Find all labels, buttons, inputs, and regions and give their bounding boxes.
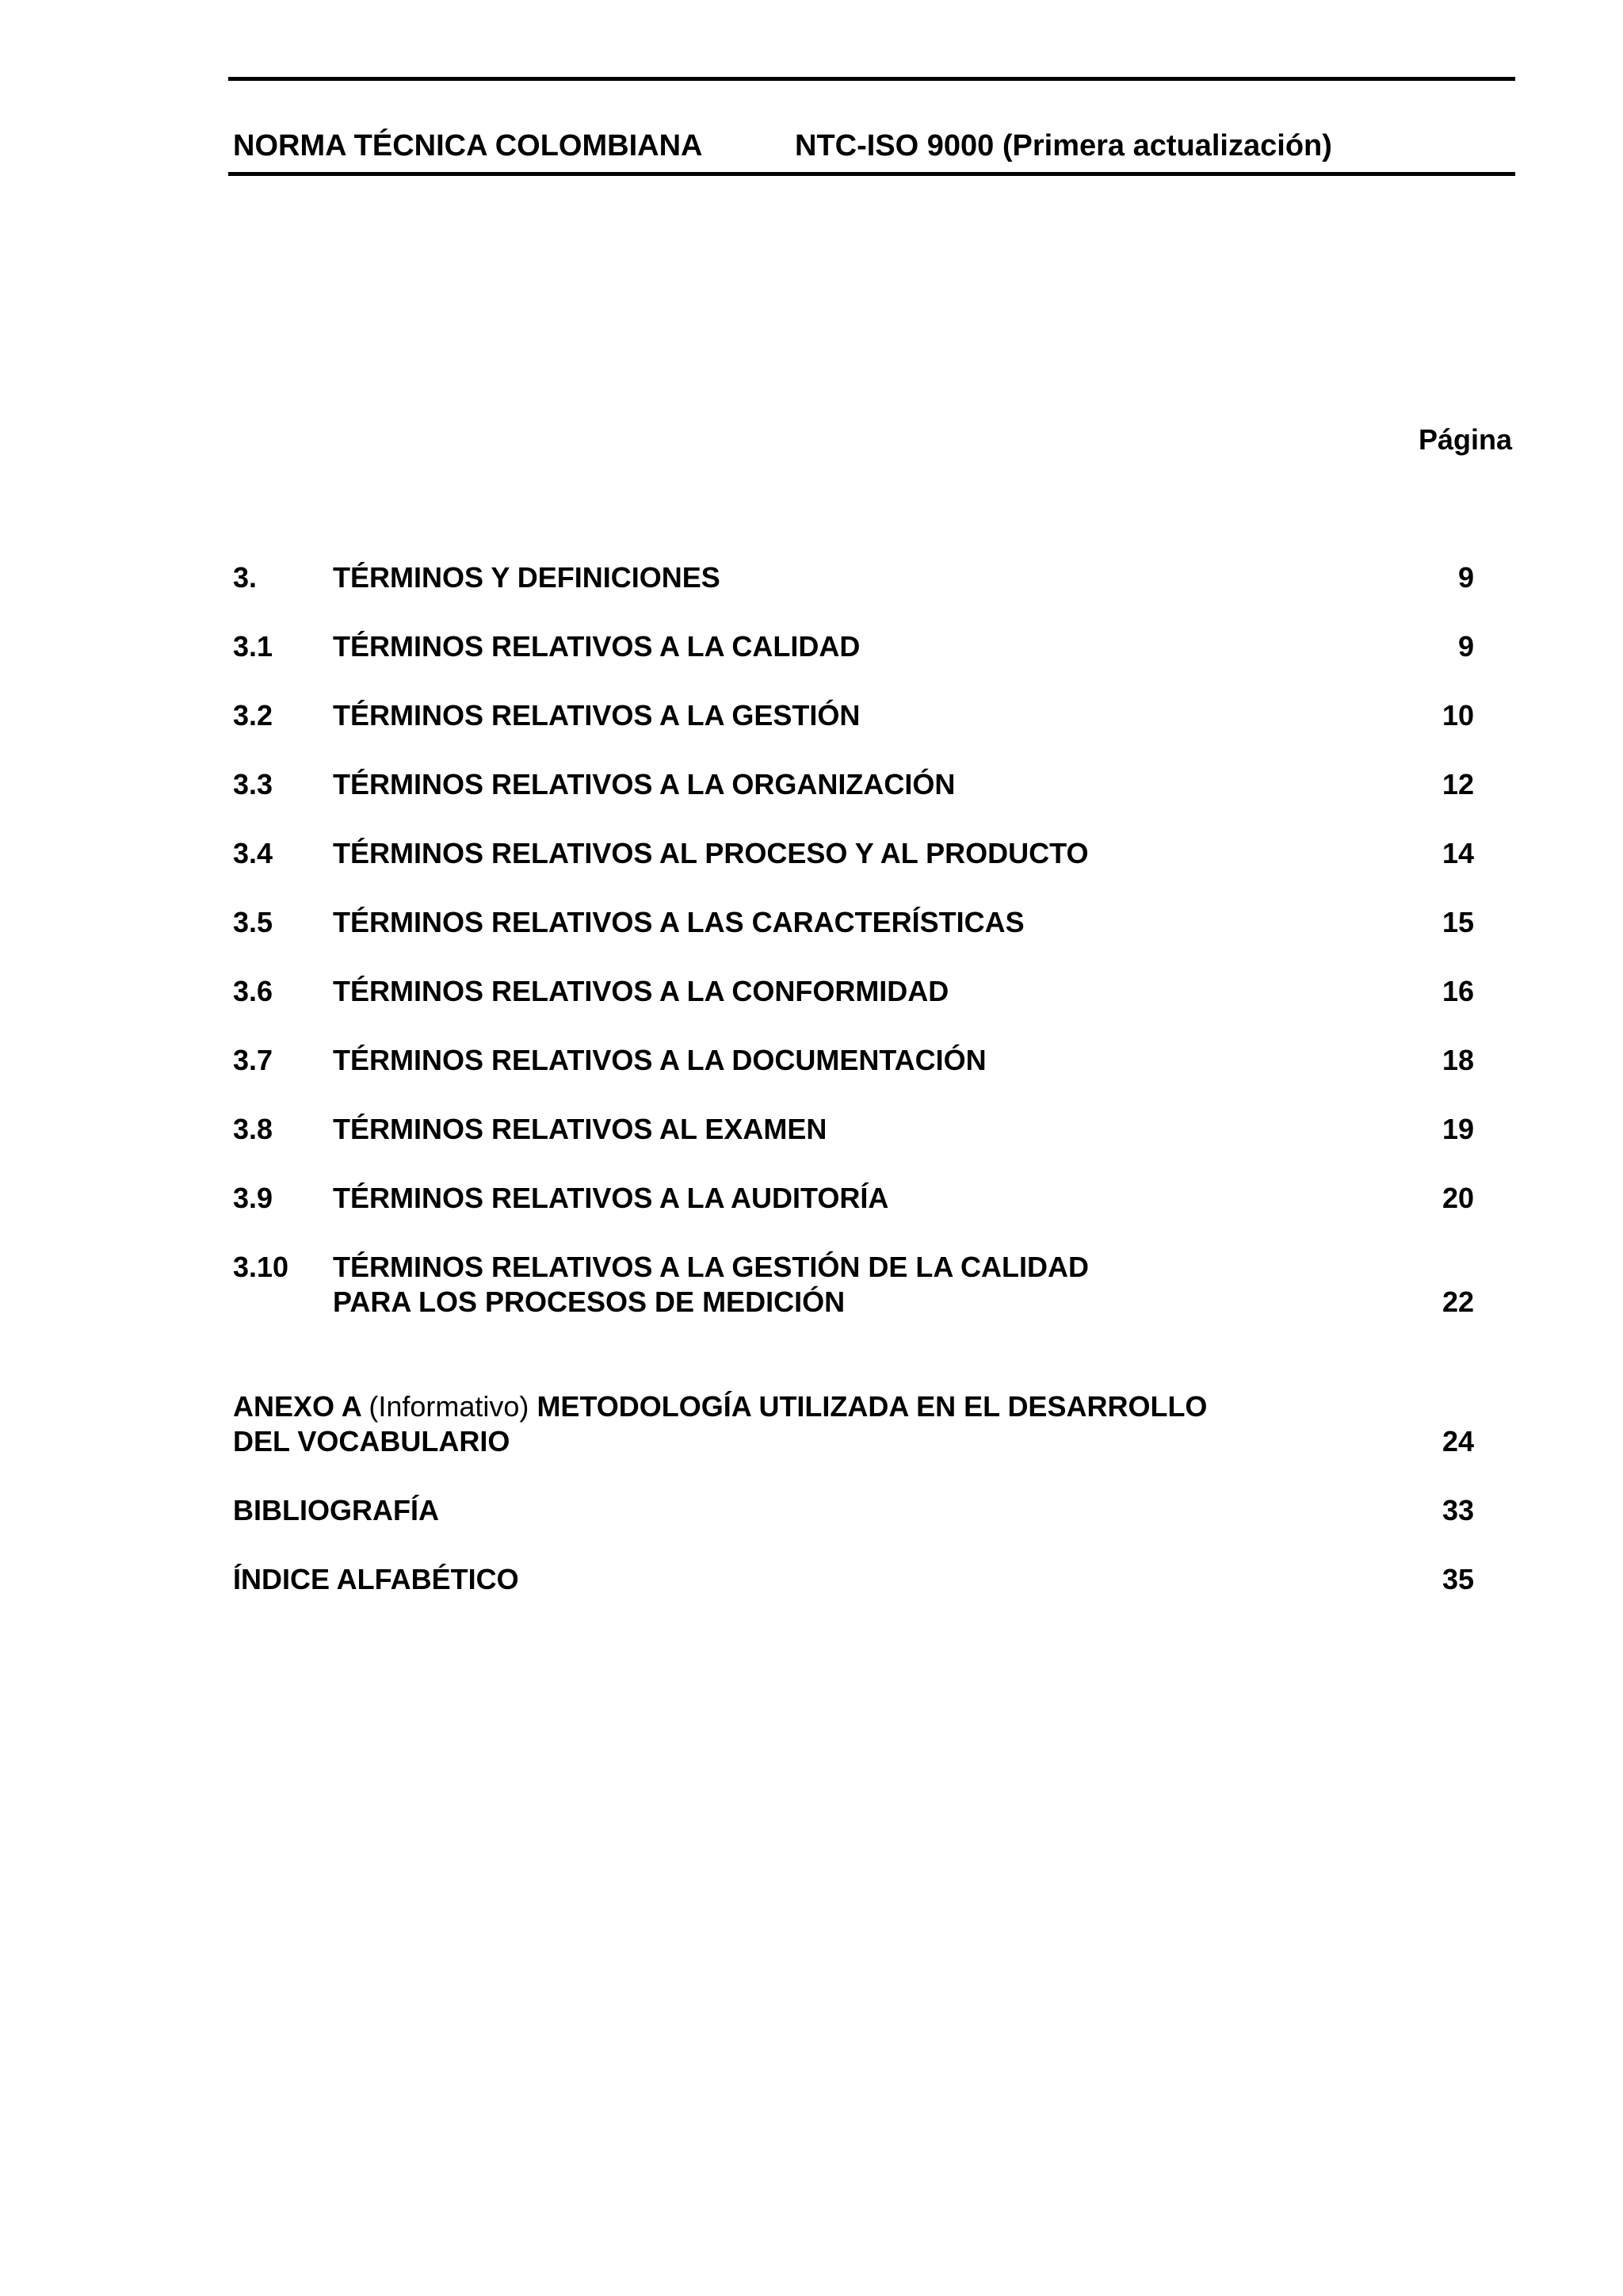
toc-entry[interactable] [233, 628, 1474, 665]
toc-entry[interactable] [233, 697, 1474, 734]
toc-entry-title: TÉRMINOS RELATIVOS A LAS CARACTERÍSTICAS [333, 906, 1025, 938]
header-bottom-rule [228, 172, 1515, 176]
annex-page: 24 [1442, 1425, 1474, 1457]
toc-entry-title: ÍNDICE ALFABÉTICO [233, 1563, 519, 1595]
header-top-rule [228, 77, 1515, 81]
toc-entry-title: TÉRMINOS RELATIVOS A LA GESTIÓN [333, 699, 861, 732]
toc-entry-number: 3.4 [233, 837, 273, 869]
toc-entry[interactable] [233, 1180, 1474, 1217]
annex-title: METODOLOGÍA UTILIZADA EN EL DESARROLLO [537, 1390, 1208, 1423]
toc-entry-title: TÉRMINOS RELATIVOS A LA GESTIÓN DE LA CALIDAD [333, 1251, 1089, 1283]
toc-entry-page: 16 [1442, 975, 1474, 1007]
toc-entry-title-continuation: PARA LOS PROCESOS DE MEDICIÓN [333, 1286, 846, 1318]
toc-entry-title: BIBLIOGRAFÍA [233, 1494, 439, 1526]
toc-entry-page: 33 [1442, 1494, 1474, 1526]
toc-entry[interactable] [233, 560, 1474, 596]
toc-entry-page: 35 [1442, 1563, 1474, 1595]
toc-entry-number: 3.6 [233, 975, 273, 1007]
toc-entry-title: TÉRMINOS RELATIVOS A LA AUDITORÍA [333, 1182, 889, 1214]
toc-entry[interactable] [233, 973, 1474, 1010]
toc-entry-page: 14 [1442, 837, 1474, 869]
toc-entry-title: TÉRMINOS RELATIVOS AL EXAMEN [333, 1113, 827, 1145]
toc-entry-page: 22 [1442, 1286, 1474, 1318]
toc-entry[interactable] [233, 1249, 1474, 1322]
annex-first-line [233, 1389, 1207, 1425]
toc-entry-title: TÉRMINOS RELATIVOS A LA CALIDAD [333, 630, 861, 663]
toc-entry-number: 3.2 [233, 699, 273, 732]
toc-entry-number: 3.7 [233, 1044, 273, 1076]
annex-title-continuation: DEL VOCABULARIO [233, 1425, 510, 1457]
toc-entry-page: 19 [1442, 1113, 1474, 1145]
toc-entry[interactable] [233, 1111, 1474, 1148]
annex-second-line [233, 1423, 1474, 1460]
toc-entry-page: 9 [1457, 630, 1474, 663]
toc-entry-title: TÉRMINOS RELATIVOS A LA ORGANIZACIÓN [333, 768, 956, 800]
header-standard-code: NTC-ISO 9000 (Primera actualización) [795, 129, 1332, 162]
toc-entry-page: 15 [1442, 906, 1474, 938]
toc-entry-page: 10 [1442, 699, 1474, 732]
toc-entry[interactable] [233, 835, 1474, 872]
toc-entry-number: 3. [233, 561, 258, 594]
toc-entry-title: TÉRMINOS RELATIVOS A LA CONFORMIDAD [333, 975, 949, 1007]
toc-entry-title: TÉRMINOS RELATIVOS AL PROCESO Y AL PRODUCTO [333, 837, 1089, 869]
toc-entry-page: 12 [1442, 768, 1474, 800]
page-column-label: Página [1418, 423, 1512, 456]
toc-entry-index[interactable] [233, 1561, 1474, 1598]
annex-qualifier: (Informativo) [369, 1390, 529, 1423]
toc-entry-number: 3.3 [233, 768, 273, 800]
toc-entry[interactable] [233, 1042, 1474, 1079]
header-standard-type: NORMA TÉCNICA COLOMBIANA [233, 129, 703, 162]
toc-entry-number: 3.5 [233, 906, 273, 938]
toc-entry-page: 18 [1442, 1044, 1474, 1076]
toc-entry-number: 3.1 [233, 630, 273, 663]
toc-entry-bibliography[interactable] [233, 1492, 1474, 1529]
toc-entry-number: 3.9 [233, 1182, 273, 1214]
toc-entry[interactable] [233, 904, 1474, 941]
toc-entry-title: TÉRMINOS RELATIVOS A LA DOCUMENTACIÓN [333, 1044, 987, 1076]
toc-entry-page: 20 [1442, 1182, 1474, 1214]
toc-entry-number: 3.10 [233, 1251, 289, 1283]
toc-entry-title: TÉRMINOS Y DEFINICIONES [333, 561, 720, 594]
toc-entry[interactable] [233, 766, 1474, 803]
toc-entry-number: 3.8 [233, 1113, 273, 1145]
toc-entry-page: 9 [1457, 561, 1474, 594]
annex-label: ANEXO A [233, 1390, 361, 1423]
